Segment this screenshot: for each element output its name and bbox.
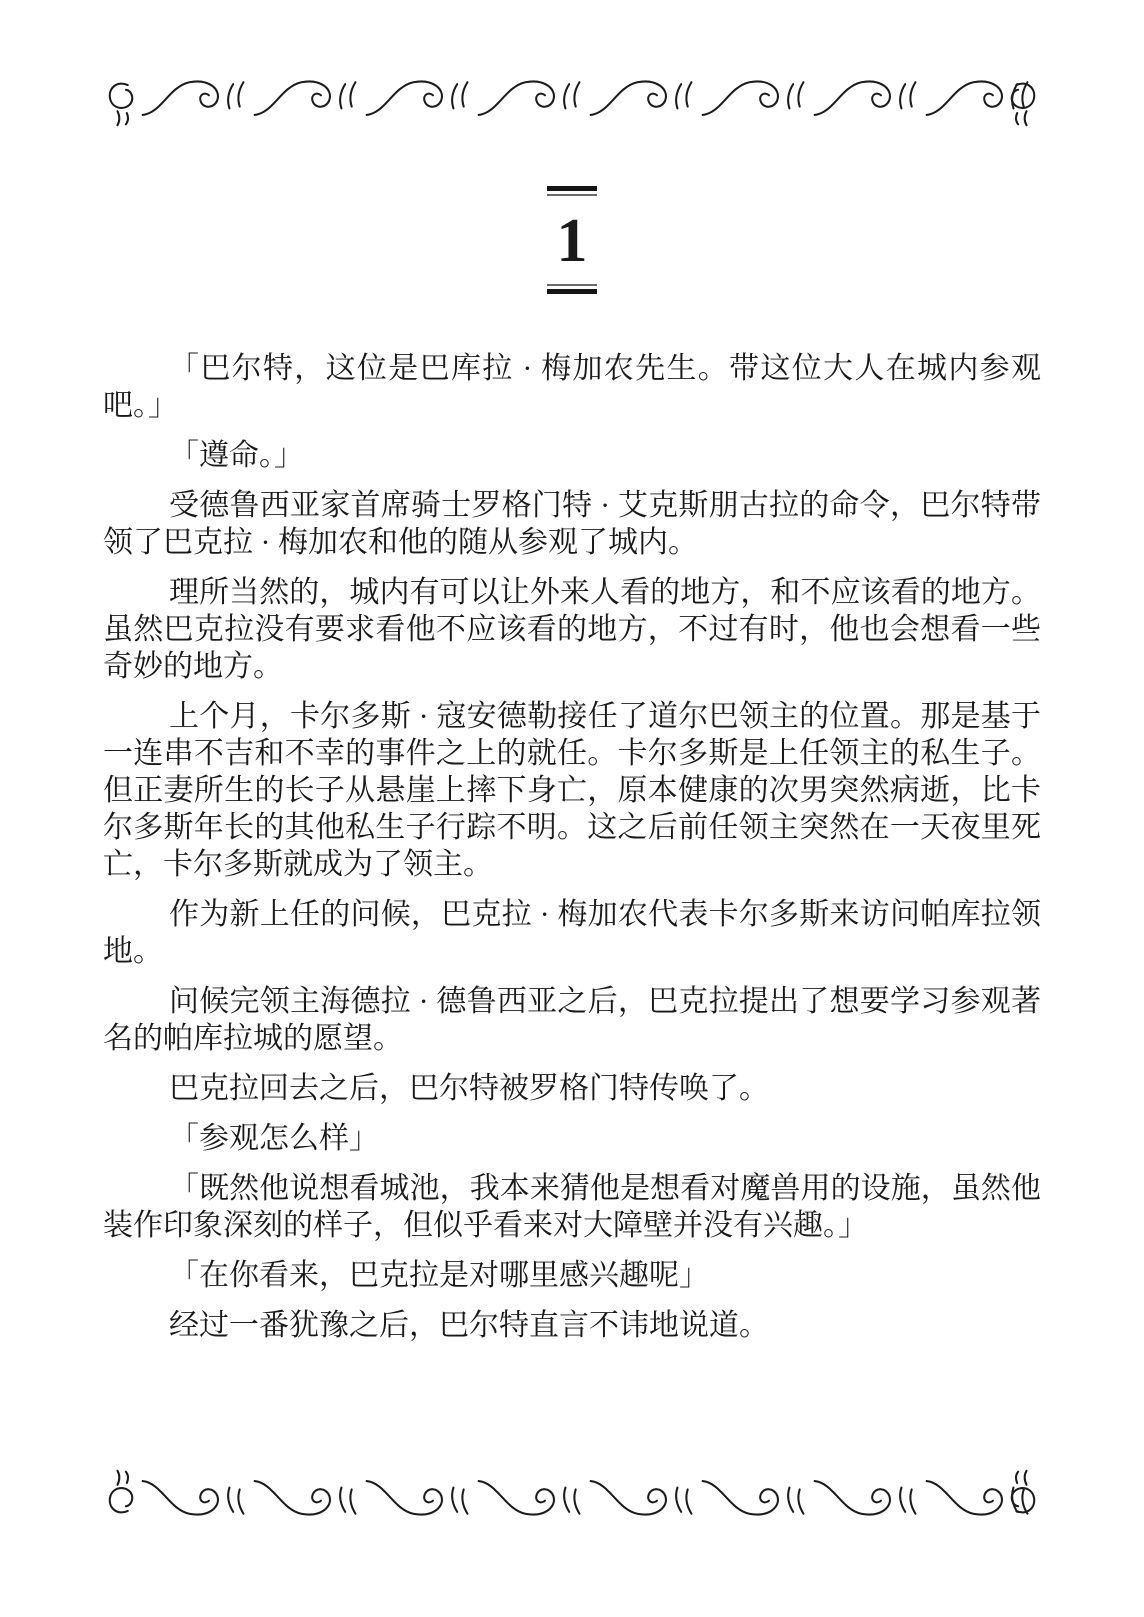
paragraph: 上个月，卡尔多斯 · 寇安德勒接任了道尔巴领主的位置。那是基于一连串不吉和不幸的事件之上的就任。卡尔多斯是上任领主的私生子。但正妻所生的长子从悬崖上摔下身亡，原本健康的次男突然病逝，比卡尔多斯年长的其他私生子行踪不明。这之后前任领主突然在一天夜里死亡，卡尔多斯就成为了领主。 <box>103 700 1041 881</box>
paragraph: 「在你看来，巴克拉是对哪里感兴趣呢」 <box>169 1259 709 1292</box>
paragraph: 「遵命。」 <box>169 439 304 472</box>
paragraph: 「巴尔特，这位是巴库拉 · 梅加农先生。带这位大人在城内参观吧。」 <box>103 352 1041 422</box>
chapter-text <box>103 350 1041 1357</box>
paragraph: 作为新上任的问候，巴克拉 · 梅加农代表卡尔多斯来访问帕库拉领地。 <box>103 898 1041 968</box>
paragraph: 「既然他说想看城池，我本来猜他是想看对魔兽用的设施，虽然他装作印象深刻的样子，但似乎看来对大障壁并没有兴趣。」 <box>103 1172 1041 1242</box>
chapter-rule-top <box>547 186 597 196</box>
chapter-heading <box>0 186 1144 294</box>
paragraph: 问候完领主海德拉 · 德鲁西亚之后，巴克拉提出了想要学习参观著名的帕库拉城的愿望。 <box>103 985 1041 1055</box>
paragraph: 「参观怎么样」 <box>169 1122 379 1155</box>
paragraph: 理所当然的，城内有可以让外来人看的地方，和不应该看的地方。虽然巴克拉没有要求看他不应该看的地方，不过有时，他也会想看一些奇妙的地方。 <box>103 576 1041 683</box>
paragraph: 经过一番犹豫之后，巴尔特直言不讳地说道。 <box>169 1309 769 1342</box>
chapter-number: 1 <box>556 207 588 275</box>
flourish-border-top-icon <box>72 72 1072 128</box>
chapter-rule-bottom <box>547 284 597 294</box>
paragraph: 巴克拉回去之后，巴尔特被罗格门特传唤了。 <box>169 1072 769 1105</box>
paragraph: 受德鲁西亚家首席骑士罗格门特 · 艾克斯朋古拉的命令，巴尔特带领了巴克拉 · 梅加农和他的随从参观了城内。 <box>103 489 1041 559</box>
flourish-border-bottom-icon <box>72 1468 1072 1524</box>
